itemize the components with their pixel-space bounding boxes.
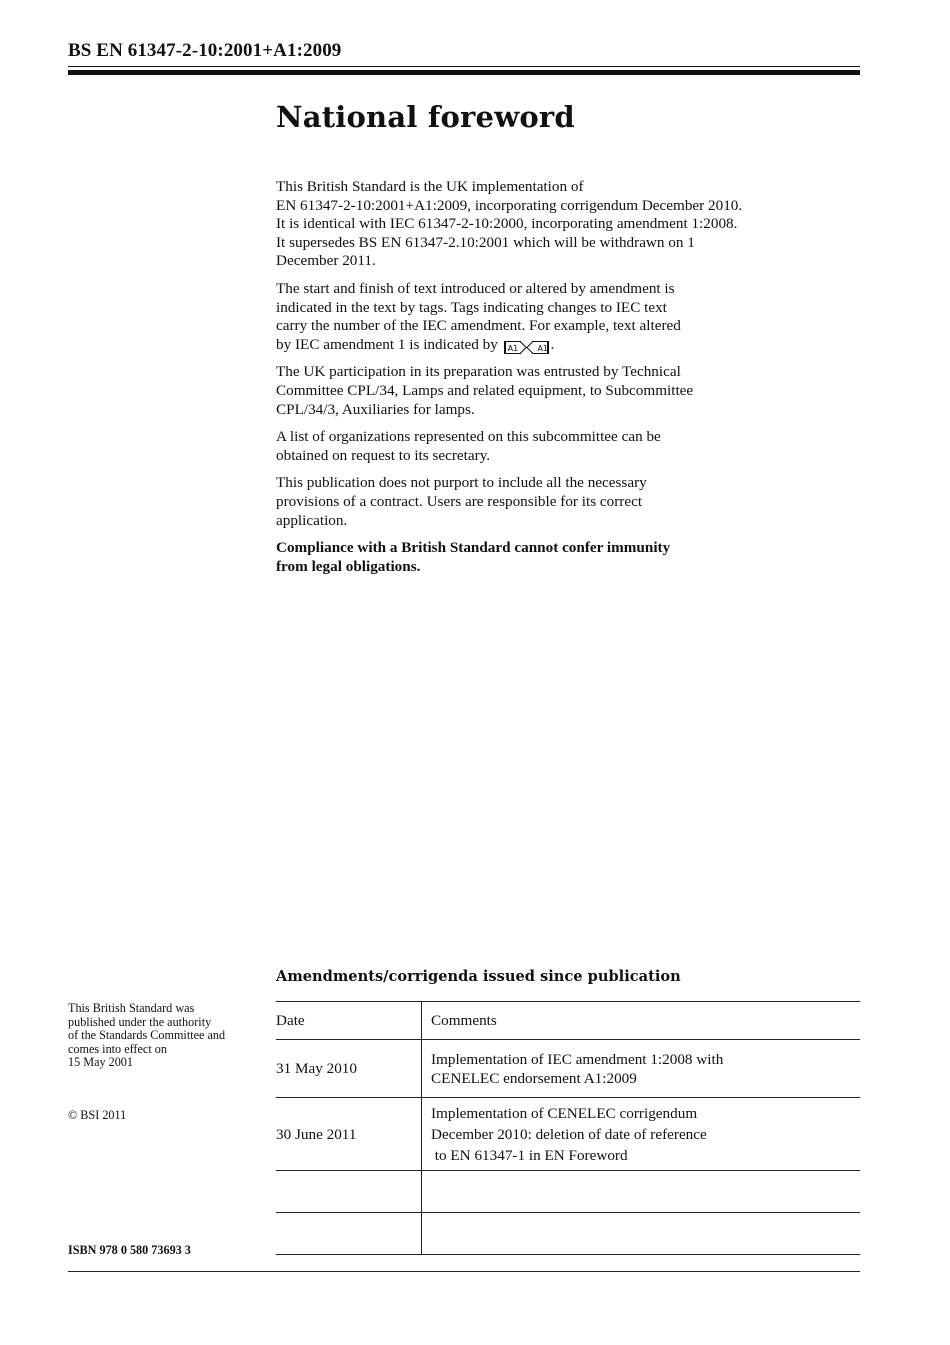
paragraph-compliance [276,539,860,576]
foreword-body [276,178,860,585]
tag-example-prefix: by IEC amendment 1 is indicated by [276,335,498,353]
text-line: This British Standard is the UK implementation of [276,178,584,195]
table-header-row [276,1002,860,1040]
paragraph-tags [276,280,860,354]
column-header-comments: Comments [422,1002,861,1040]
text-line: EN 61347-2-10:2001+A1:2009, incorporating corrigendum December 2010. [276,196,743,214]
amendments-table [276,1001,860,1255]
text-line: obtained on request to its secretary. [276,446,491,464]
text-line: This publication does not purport to include all the necessary [276,474,647,492]
amendment-date [276,1171,422,1213]
note-line: published under the authority [68,1014,212,1029]
amendment-comments [422,1171,861,1213]
text-line: carry the number of the IEC amendment. For example, text altered [276,317,681,335]
amendment-comments [422,1098,861,1171]
table-row [276,1171,860,1213]
text-line: The UK participation in its preparation was entrusted by Technical [276,363,681,381]
tag-example-suffix: . [550,335,555,353]
text-line: A list of organizations represented on this subcommittee can be [276,428,661,446]
paragraph-implementation [276,178,860,271]
comment-line: Implementation of CENELEC corrigendum [431,1104,698,1122]
table-row [276,1213,860,1255]
paragraph-participation [276,363,860,419]
amendments-heading: Amendments/corrigenda issued since publication [276,968,681,985]
footer-rule [68,1271,860,1272]
header-rule-thin [68,66,860,67]
comment-line: CENELEC endorsement A1:2009 [431,1069,637,1087]
paragraph-contract-disclaimer [276,474,860,530]
text-line: indicated in the text by tags. Tags indicating changes to IEC text [276,298,667,316]
publication-authority-note [68,1002,273,1070]
text-line: It supersedes BS EN 61347-2.10:2001 which will be withdrawn on 1 [276,233,695,251]
note-line: 15 May 2001 [68,1055,133,1070]
note-line: of the Standards Committee and [68,1028,226,1043]
text-line: CPL/34/3, Auxiliaries for lamps. [276,400,475,418]
text-line: from legal obligations. [276,557,421,575]
isbn: ISBN 978 0 580 73693 3 [68,1243,191,1257]
amendment-comments [422,1213,861,1255]
column-header-date: Date [276,1002,422,1040]
page-title: National foreword [276,100,575,134]
note-line: This British Standard was [68,1001,195,1015]
text-line: application. [276,511,348,529]
header-rule-thick [68,70,860,75]
text-line: provisions of a contract. Users are responsible for its correct [276,492,643,510]
comment-line: to EN 61347-1 in EN Foreword [431,1146,628,1164]
text-line: December 2011. [276,252,376,270]
table-row [276,1098,860,1171]
comment-line: Implementation of IEC amendment 1:2008 with [431,1050,724,1068]
amendment-date: 31 May 2010 [276,1040,422,1098]
copyright-notice: © BSI 2011 [68,1108,127,1122]
text-line [276,336,860,355]
note-line: comes into effect on [68,1041,167,1056]
amendment-close-tag-icon: A1 [532,341,549,354]
text-line: Compliance with a British Standard cannot confer immunity [276,539,671,557]
text-line: It is identical with IEC 61347-2-10:2000, incorporating amendment 1:2008. [276,215,738,233]
amendment-date [276,1213,422,1255]
text-line: The start and finish of text introduced or altered by amendment is [276,279,675,297]
comment-line: December 2010: deletion of date of reference [431,1125,707,1143]
table-row [276,1040,860,1098]
amendment-open-tag-icon: A1 [504,341,521,354]
paragraph-organizations [276,428,860,465]
amendment-comments [422,1040,861,1098]
text-line: Committee CPL/34, Lamps and related equipment, to Subcommittee [276,381,694,399]
standard-identifier: BS EN 61347-2-10:2001+A1:2009 [68,40,342,61]
amendment-date: 30 June 2011 [276,1098,422,1171]
